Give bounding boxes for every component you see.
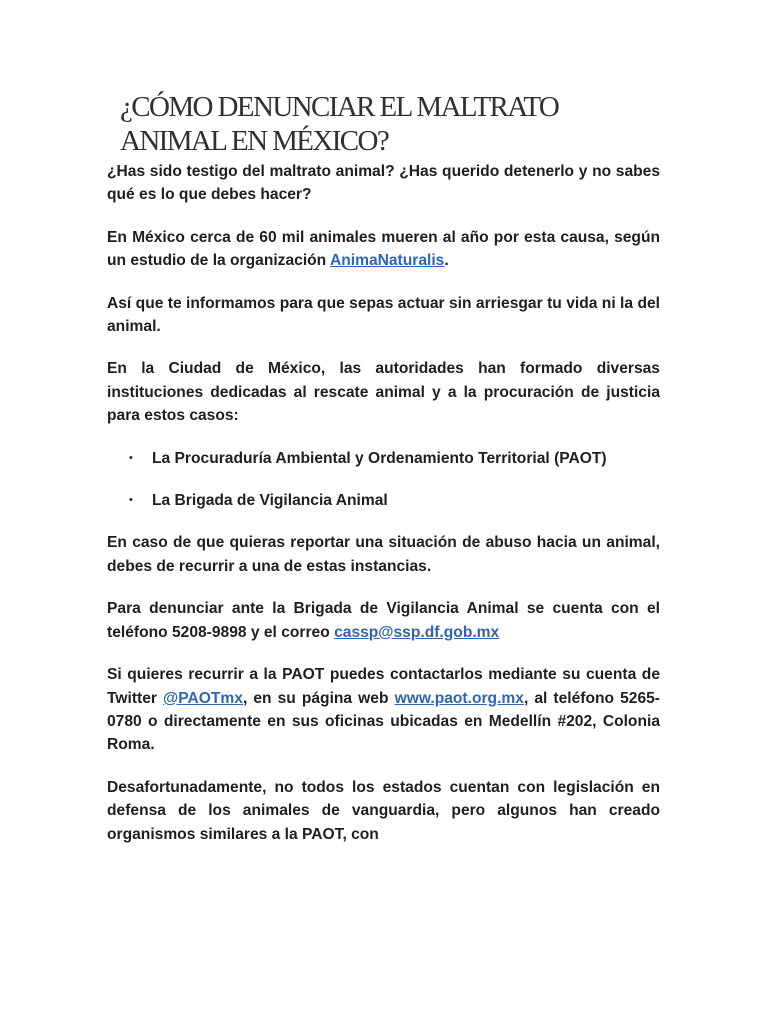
animanaturalis-link[interactable]: AnimaNaturalis — [329, 252, 445, 270]
institutions-list — [107, 447, 660, 513]
paragraph-brigade-contact — [107, 597, 660, 644]
paragraph-legislation: Desafortunadamente, no todos los estados cuentan con legislación en defensa de los animales de vanguardia, pero algunos han creado organismos similares a la PAOT, con — [107, 778, 660, 843]
paragraph-institutions: En la Ciudad de México, las autoridades han formado diversas instituciones dedicadas al rescate animal y a la procuración de justicia para estos casos: — [107, 360, 660, 425]
paragraph-statistic-text: En México cerca de 60 mil animales mueren al año por esta causa, según un estudio de la organización — [107, 228, 660, 270]
email-link[interactable]: cassp@ssp.df.gob.mx — [334, 623, 500, 641]
bullet-icon: • — [129, 494, 133, 507]
page-title — [120, 90, 680, 158]
list-item-text: La Procuraduría Ambiental y Ordenamiento Territorial (PAOT) — [152, 449, 607, 467]
bullet-icon: • — [129, 451, 133, 464]
paragraph-paot-end: , al teléfono 5265-0780 o directamente en sus oficinas ubicadas en Medellín #202, Colonia Roma. — [107, 689, 660, 754]
website-link[interactable]: www.paot.org.mx — [394, 689, 524, 707]
paragraph-intro: ¿Has sido testigo del maltrato animal? ¿Has querido detenerlo y no sabes qué es lo que debes hacer? — [107, 163, 660, 204]
twitter-link[interactable]: @PAOTmx — [163, 689, 243, 707]
title-line-2: ANIMAL EN MÉXICO? — [120, 125, 389, 157]
paragraph-paot-middle: , en su página web — [242, 689, 395, 707]
paragraph-statistic — [107, 226, 660, 273]
paragraph-brigade-text: Para denunciar ante la Brigada de Vigilancia Animal se cuenta con el teléfono 5208-9898 y el correo — [107, 600, 660, 641]
paragraph-statistic-end: . — [444, 252, 449, 270]
paragraph-report: En caso de que quieras reportar una situación de abuso hacia un animal, debes de recurrir a una de estas instancias. — [107, 534, 660, 575]
article-body — [107, 160, 660, 865]
paragraph-paot-contact — [107, 663, 660, 757]
list-item — [129, 489, 660, 512]
paragraph-purpose: Así que te informamos para que sepas actuar sin arriesgar tu vida ni la del animal. — [107, 294, 660, 336]
title-line-1: ¿CÓMO DENUNCIAR EL MALTRATO — [120, 91, 559, 123]
paragraph-paot-text: Si quieres recurrir a la PAOT puedes contactarlos mediante su cuenta de Twitter — [107, 666, 660, 707]
list-item-text: La Brigada de Vigilancia Animal — [152, 492, 388, 510]
list-item — [129, 447, 660, 470]
